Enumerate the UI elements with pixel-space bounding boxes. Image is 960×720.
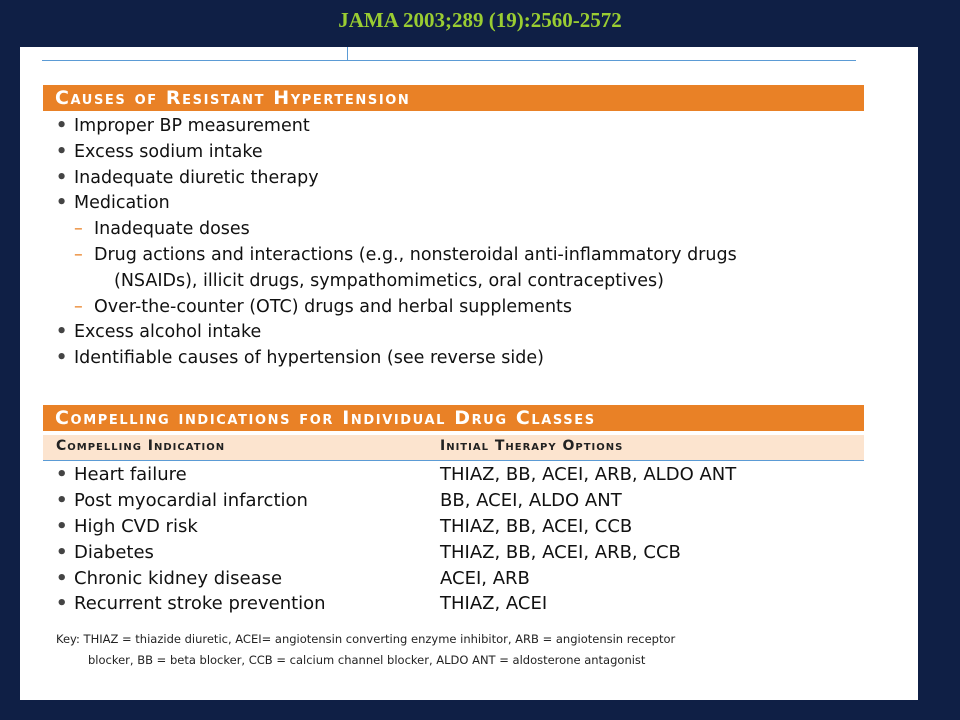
table-row: • Recurrent stroke prevention THIAZ, ACEI (56, 593, 548, 615)
key-line-2: blocker, BB = beta blocker, CCB = calcium channel blocker, ALDO ANT = aldosterone antagonist (88, 653, 646, 667)
top-rule-tick (347, 47, 348, 60)
table-row: • Heart failure THIAZ, BB, ACEI, ARB, ALDO ANT (56, 464, 737, 486)
list-item: • Inadequate diuretic therapy (56, 167, 319, 188)
key-line-1: Key: THIAZ = thiazide diuretic, ACEI= angiotensin converting enzyme inhibitor, ARB = angiotensin receptor (56, 632, 676, 646)
table-row: • Diabetes THIAZ, BB, ACEI, ARB, CCB (56, 541, 681, 563)
causes-list (56, 114, 737, 372)
list-subitem-continuation: (NSAIDs), illicit drugs, sympathomimetics, oral contraceptives) (114, 270, 664, 291)
list-subitem: – Drug actions and interactions (e.g., nonsteroidal anti-inflammatory drugs (74, 244, 737, 265)
table-row: • Chronic kidney disease ACEI, ARB (56, 567, 530, 589)
causes-header: Causes of Resistant Hypertension (43, 85, 864, 111)
column-header-indication: Compelling Indication (56, 438, 226, 454)
compelling-header: Compelling indications for Individual Drug Classes (43, 405, 864, 431)
indications-table (56, 462, 736, 617)
list-subitem: – Over-the-counter (OTC) drugs and herbal supplements (74, 296, 573, 317)
list-item: • Improper BP measurement (56, 116, 310, 136)
list-item: • Excess sodium intake (56, 141, 263, 162)
table-row: • Post myocardial infarction BB, ACEI, ALDO ANT (56, 490, 622, 512)
header-underline (43, 460, 864, 461)
citation-title: JAMA 2003;289 (19):2560-2572 (338, 8, 622, 32)
abbreviation-key (56, 629, 675, 671)
table-header (43, 435, 864, 460)
top-rule (42, 60, 856, 61)
reference-card (20, 47, 918, 700)
list-item: • Identifiable causes of hypertension (see reverse side) (56, 348, 544, 369)
list-subitem: – Inadequate doses (74, 219, 250, 240)
list-item: • Excess alcohol intake (56, 322, 262, 343)
column-header-therapy: Initial Therapy Options (440, 438, 624, 454)
table-row: • High CVD risk THIAZ, BB, ACEI, CCB (56, 515, 633, 537)
list-item: • Medication (56, 193, 170, 214)
